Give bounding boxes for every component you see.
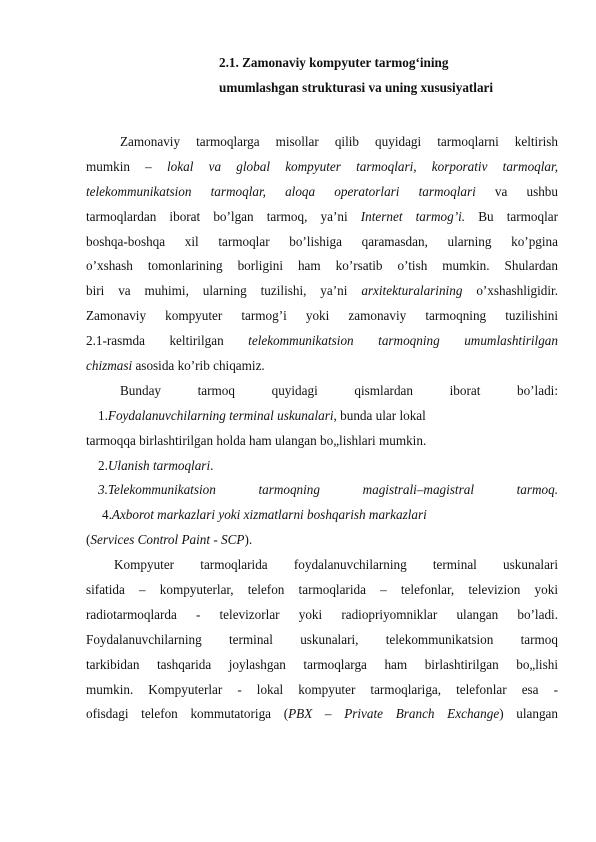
list-item-4 (86, 503, 558, 528)
list-item-4-continuation (86, 528, 558, 553)
italic-run: Ulanish tarmoqlari (107, 457, 211, 473)
paragraph-1-line: Zamonaviy kompyuter tarmog’i yoki zamonaviy tarmoqning tuzilishini (86, 308, 558, 324)
text-run: ) ulangan (499, 706, 558, 722)
list-number: 1. (98, 407, 108, 423)
paragraph-1-line: o’xshash tomonlarining borligini ham ko’rsatib o’tish mumkin. Shulardan (86, 258, 558, 274)
list-number: 4. (102, 507, 112, 523)
paragraph-3-line: sifatida – kompyuterlar, telefon tarmoqlarida – telefonlar, televizion yoki (86, 582, 558, 598)
italic-run: PBX – Private Branch Exchange (288, 706, 500, 722)
italic-run: chizmasi (86, 358, 133, 374)
paragraph-1 (86, 130, 558, 379)
paragraph-1-line (86, 279, 558, 304)
italic-run: Axborot markazlari yoki xizmatlarni boshqarish markazlari (111, 507, 427, 523)
paragraph-3-line: mumkin. Kompyuterlar - lokal kompyuter tarmoqlariga, telefonlar esa - (86, 681, 558, 697)
paragraph-1-line: Zamonaviy tarmoqlarga misollar qilib quyidagi tarmoqlarni keltirish (120, 134, 558, 149)
heading-line-2: umumlashgan strukturasi va uning xususiyatlari (219, 79, 494, 95)
paragraph-1-line (86, 354, 558, 379)
paragraph-2 (86, 379, 558, 404)
text-run: va ushbu (475, 183, 558, 199)
text-run: . (210, 457, 214, 473)
text-run: biri va muhimi, ularning tuzilishi, ya’ni (86, 283, 362, 299)
text-run: o’xshashligidir. (462, 283, 559, 299)
italic-run: telekommunikatsion tarmoqning umumlashtirilgan (248, 333, 558, 349)
numbered-list (86, 404, 558, 553)
list-item-3 (86, 478, 558, 503)
text-run: Bu tarmoqlar (465, 208, 558, 224)
paragraph-3-line: Kompyuter tarmoqlarida foydalanuvchilarning terminal uskunalari (114, 557, 558, 573)
text-run: asosida ko’rib chiqamiz. (132, 358, 265, 374)
text-run: mumkin – (86, 158, 168, 174)
body-text (86, 130, 558, 727)
italic-run: 3.Telekommunikatsion tarmoqning magistrali–magistral tarmoq. (98, 482, 558, 498)
italic-run: Foydalanuvchilarning terminal uskunalari (107, 407, 334, 423)
paragraph-1-line (86, 205, 558, 230)
text-run: 2.1-rasmda keltirilgan (86, 333, 249, 349)
paragraph-3-line: Foydalanuvchilarning terminal uskunalari, telekommunikatsion tarmoq (86, 631, 558, 647)
italic-run: telekommunikatsion tarmoqlar, aloqa operatorlari tarmoqlari (86, 183, 476, 199)
list-item-1-continuation: tarmoqqa birlashtirilgan holda ham ulangan bo„lishlari mumkin. (86, 432, 427, 448)
italic-run: Services Control Paint - SCP (90, 532, 245, 548)
text-run: ( (86, 532, 91, 548)
list-item-2 (86, 454, 558, 479)
list-item-1 (86, 404, 558, 429)
paragraph-1-line (86, 155, 558, 180)
paragraph-1-line (86, 329, 558, 354)
paragraph-3-line (86, 702, 558, 727)
text-run: ). (244, 532, 253, 548)
italic-run: lokal va global kompyuter tarmoqlari, korporativ tarmoqlar, (167, 158, 558, 174)
paragraph-3-line: radiotarmoqlarda - televizorlar yoki radiopriyomniklar ulangan bo’ladi. (86, 606, 558, 622)
paragraph-2-line: Bunday tarmoq quyidagi qismlardan iborat bo’ladi: (120, 382, 558, 398)
italic-run: Internet tarmog’i. (360, 208, 466, 224)
text-run: tarmoqlardan iborat bo’lgan tarmoq, ya’ni (86, 208, 361, 224)
list-number: 2. (98, 457, 108, 473)
text-run: ofisdagi telefon kommutatoriga ( (86, 706, 289, 722)
paragraph-1-line (86, 180, 558, 205)
paragraph-3-line: tarkibidan tashqarida joylashgan tarmoqlarga ham birlashtirilgan bo„lishi (86, 656, 558, 672)
paragraph-1-line: boshqa-boshqa xil tarmoqlar bo’lishiga qaramasdan, ularning ko’pgina (86, 233, 558, 249)
paragraph-3 (86, 553, 558, 727)
section-heading (219, 50, 579, 100)
text-run: , bunda ular lokal (333, 407, 426, 423)
italic-run: arxitekturalarining (361, 283, 463, 299)
heading-line-1: 2.1. Zamonaviy kompyuter tarmog‘ining (219, 55, 449, 70)
